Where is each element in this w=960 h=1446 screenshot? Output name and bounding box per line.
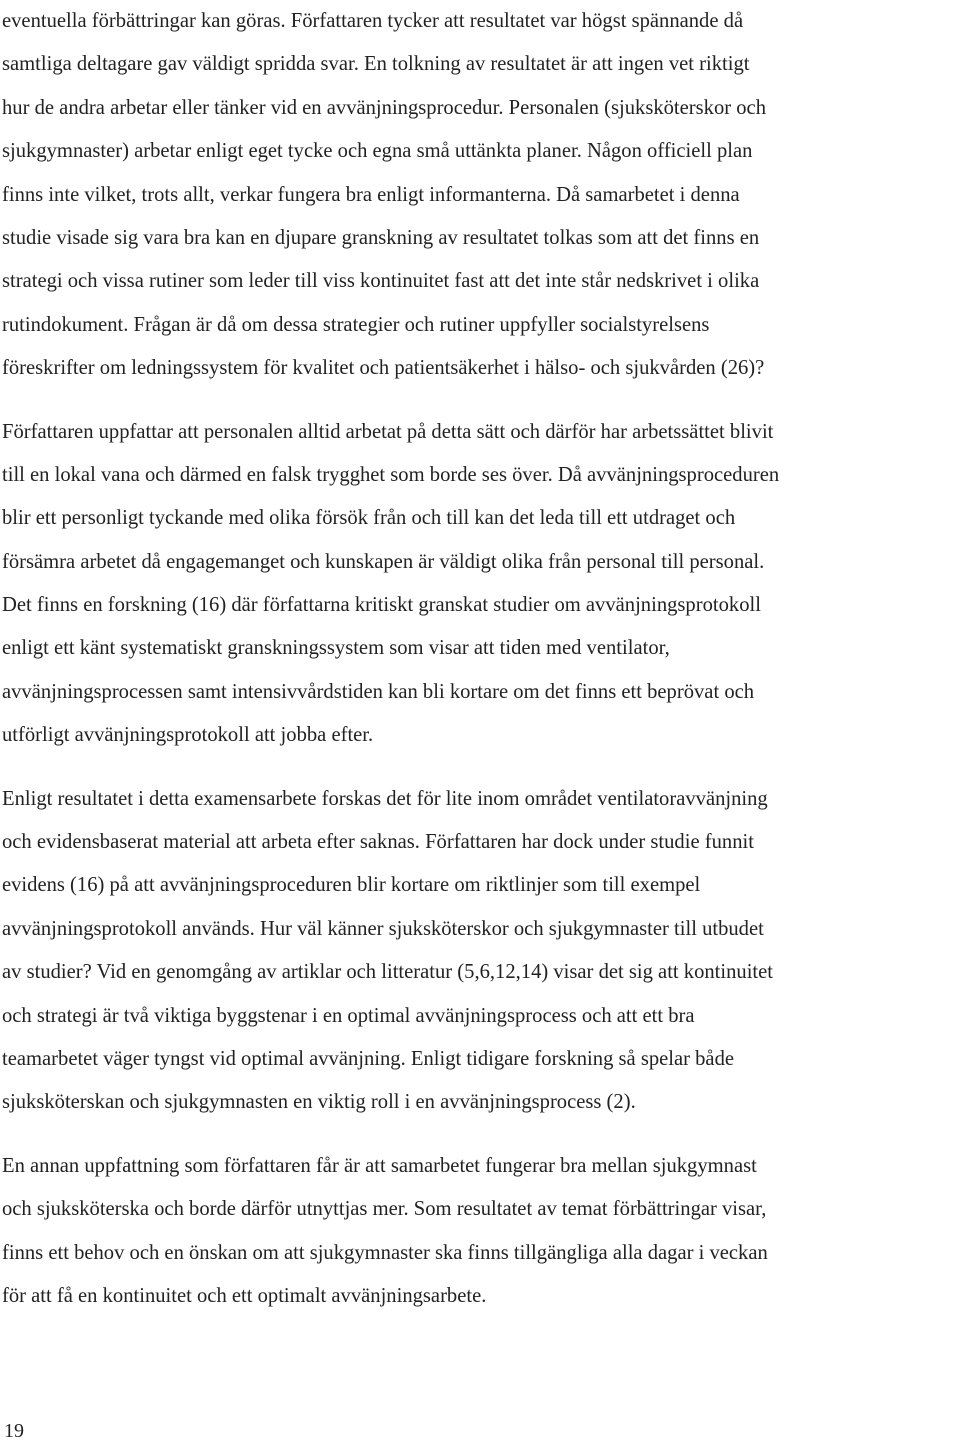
text-line: hur de andra arbetar eller tänker vid en avvänjningsprocedur. Personalen (sjuksköterskor och — [2, 96, 766, 119]
text-line: för att få en kontinuitet och ett optimalt avvänjningsarbete. — [2, 1284, 487, 1307]
paragraph-3 — [2, 778, 958, 1125]
paragraph-2 — [2, 411, 958, 758]
text-line: och strategi är två viktiga byggstenar i en optimal avvänjningsprocess och att ett bra — [2, 1004, 695, 1027]
text-line: blir ett personligt tyckande med olika försök från och till kan det leda till ett utdraget och — [2, 507, 736, 530]
page-number: 19 — [4, 1420, 24, 1442]
text-line: utförligt avvänjningsprotokoll att jobba efter. — [2, 724, 374, 747]
text-line: strategi och vissa rutiner som leder till viss kontinuitet fast att det inte står nedskrivet i olika — [2, 270, 760, 293]
text-line: avvänjningsprotokoll används. Hur väl känner sjuksköterskor och sjukgymnaster till utbudet — [2, 917, 764, 940]
text-line: försämra arbetet då engagemanget och kunskapen är väldigt olika från personal till personal. — [2, 550, 765, 573]
text-line: finns ett behov och en önskan om att sjukgymnaster ska finns tillgängliga alla dagar i veckan — [2, 1241, 768, 1264]
text-line: finns inte vilket, trots allt, verkar fungera bra enligt informanterna. Då samarbetet i denna — [2, 183, 740, 206]
text-line: av studier? Vid en genomgång av artiklar och litteratur (5,6,12,14) visar det sig att kontinuitet — [2, 961, 774, 984]
text-line: föreskrifter om ledningssystem för kvalitet och patientsäkerhet i hälso- och sjukvården (26)? — [2, 357, 765, 380]
text-line: studie visade sig vara bra kan en djupare granskning av resultatet tolkas som att det finns en — [2, 226, 760, 249]
text-line: avvänjningsprocessen samt intensivvårdstiden kan bli kortare om det finns ett beprövat och — [2, 680, 755, 703]
text-line: enligt ett känt systematiskt granskningssystem som visar att tiden med ventilator, — [2, 637, 670, 660]
text-line: till en lokal vana och därmed en falsk trygghet som borde ses över. Då avvänjningsproceduren — [2, 463, 780, 486]
text-line: och evidensbaserat material att arbeta efter saknas. Författaren har dock under studie funnit — [2, 831, 754, 854]
text-line: teamarbetet väger tyngst vid optimal avvänjning. Enligt tidigare forskning så spelar både — [2, 1047, 735, 1070]
paragraph-1 — [2, 0, 958, 391]
text-line: eventuella förbättringar kan göras. Författaren tycker att resultatet var högst spännande då — [2, 10, 744, 32]
text-line: evidens (16) på att avvänjningsproceduren blir kortare om riktlinjer som till exempel — [2, 874, 701, 897]
text-line: samtliga deltagare gav väldigt spridda svar. En tolkning av resultatet är att ingen vet riktigt — [2, 53, 750, 76]
text-line: sjuksköterskan och sjukgymnasten en viktig roll i en avvänjningsprocess (2). — [2, 1091, 636, 1114]
body-text — [2, 0, 958, 1338]
text-line: Enligt resultatet i detta examensarbete forskas det för lite inom området ventilatoravvänjning — [2, 787, 768, 810]
text-line: sjukgymnaster) arbetar enligt eget tycke och egna små uttänkta planer. Någon officiell plan — [2, 140, 753, 163]
paragraph-4 — [2, 1145, 958, 1319]
text-line: Det finns en forskning (16) där författarna kritiskt granskat studier om avvänjningsprotokoll — [2, 594, 761, 617]
text-line: rutindokument. Frågan är då om dessa strategier och rutiner uppfyller socialstyrelsens — [2, 313, 710, 336]
text-line: En annan uppfattning som författaren får är att samarbetet fungerar bra mellan sjukgymnast — [2, 1154, 757, 1177]
text-line: och sjuksköterska och borde därför utnyttjas mer. Som resultatet av temat förbättringar visar, — [2, 1198, 767, 1221]
text-line: Författaren uppfattar att personalen alltid arbetat på detta sätt och därför har arbetssättet blivit — [2, 420, 774, 443]
